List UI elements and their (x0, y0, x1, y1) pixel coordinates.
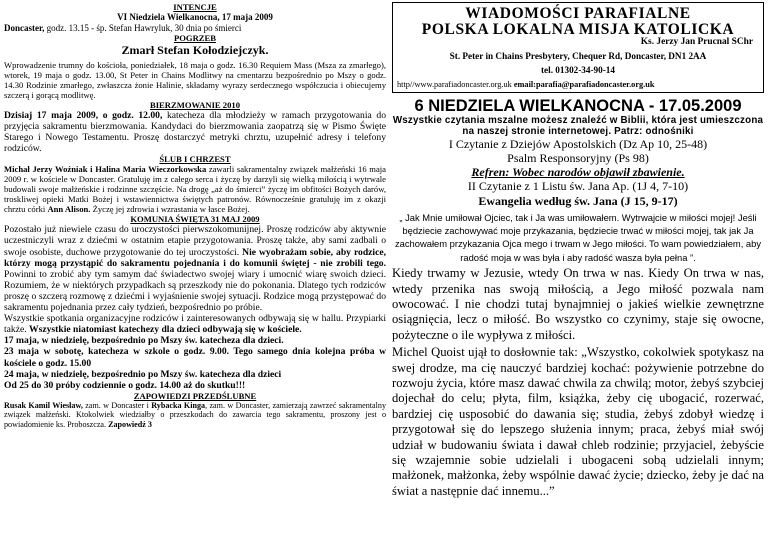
bierzmowanie-section (4, 100, 386, 154)
slub-couple: Michał Jerzy Woźniak i Halina Maria Wieczorkowska (4, 164, 207, 175)
pogrzeb-section (4, 33, 386, 100)
intencje-section (4, 2, 386, 33)
parish-address: St. Peter in Chains Presbytery, Chequer Rd, Doncaster, DN1 2AA (449, 51, 707, 61)
zapowiedzi-bride: Rybacka Kinga (151, 400, 206, 410)
bierzmowanie-body: katecheza dla młodzieży w ramach przygotowania do przyjęcia sakramentu bierzmowania. Kandydaci do bierzmowania zaopatrzą się w Pismo Święte Starego i Nowego Testamentu. Proszę dostarczyć metryki chrztu, uzupełnić adresy i telefony rodziców. (4, 110, 386, 155)
parish-header-box (392, 2, 764, 93)
bible-note: Wszystkie czytania mszalne możesz znaleźć w Biblii, która jest umieszczona na naszej stronie internetowej. Patrz: odnośniki (392, 115, 764, 137)
zapowiedzi-body1: zam. w Doncaster i (82, 400, 152, 410)
slub-heading: ŚLUB I CHRZEST (159, 154, 231, 165)
right-column (392, 2, 764, 541)
mission-title: POLSKA LOKALNA MISJA KATOLICKA (421, 20, 735, 38)
komunia-meetings (4, 313, 386, 335)
pogrzeb-heading: POGRZEB (173, 33, 217, 43)
zapowiedzi-section (4, 391, 386, 429)
komunia-emphasis2: Wszystkie niatomiast katechezy dla dzieci odbywają się w kościele. (29, 324, 302, 336)
intencje-mass-detail: godz. 13.15 - śp. Stefan Hawryluk, 30 dnia po śmierci (44, 22, 242, 33)
bierzmowanie-heading: BIERZMOWANIE 2010 (149, 100, 240, 110)
priest-name: Ks. Jerzy Jan Prucnal SChr (640, 37, 753, 47)
zapowiedzi-heading: ZAPOWIEDZI PRZEDŚLUBNE (133, 390, 257, 401)
slub-section (4, 154, 386, 214)
bierzmowanie-text (4, 110, 386, 154)
komunia-schedule-4: Od 25 do 30 próby codziennie o godz. 14.00 aż do skutku!!! (4, 379, 246, 391)
komunia-section (4, 214, 386, 390)
komunia-body3: Wszystkie spotkania organizacyjne rodziców i zainteresowanych odbywają się w hallu. Przypiarki także. (4, 313, 386, 336)
reflection-paragraph-2: Michel Quoist ujął to dosłownie tak: „Wszystko, cokolwiek spotykasz na swej drodze, ma cię nauczyć bardziej kochać: pożywienie potrzebne do rozwoju życia, które masz dawać chwila za chwilą; motor, żebyś szybciej dojechał do celu; płyta, film, książka, żeby cię ubogacić, rozerwać, bardziej cię usposobić do dawania się; studia, żebyś zdobył wiedzę i przygotował się do lepszego służenia innym; praca, żebyś miał swój udział w budowaniu świata i dawał chleb rodzinie; przyjaciel, żebyście się wzajemnie sobie udzielali i ubogaceni sobą udzielali innym; małżonek, małżonka, żeby wspólnie dawać życie; dziecko, żeby je dać na świat a następnie dać innemu...” (392, 345, 764, 498)
bierzmowanie-date: Dzisiaj 17 maja 2009, o godz. 12.00, (4, 110, 163, 121)
intencje-mass (4, 23, 386, 34)
intencje-heading: INTENCJE (173, 2, 217, 12)
komunia-body1: Pozostało już niewiele czasu do uroczystości pierwszokomunijnej. Proszę rodziców aby aktywnie uczestniczyli wraz z dziećmi w ostatnim etapie przygotowania. Proszę także, aby sami zadbali o swoje osobiste, duchowe przygotowanie do tej uroczystości. (4, 224, 386, 258)
reflection-paragraph-1: Kiedy trwamy w Jezusie, wtedy On trwa w nas. Kiedy On trwa w nas, wtedy przenika nas swoją miłością, a Jego miłość pozwala nam owocować. I nie chodzi tutaj bynajmniej o jakieś wielkie zewnętrzne osiągnięcia, lecz o miłość. Bo wszystko co czynimy, staje się owocne, pożyteczne o ile wypływa z miłości. (392, 266, 764, 342)
parish-email-link[interactable]: parafia@parafiadoncaster.org.uk (535, 80, 655, 89)
gospel-quote: „ Jak Mnie umiłował Ojciec, tak i Ja was umiłowałem. Wytrwajcie w miłości mojej! Jeśli będziecie zachowywać moje przykazania, będziecie trwać w miłości mojej, tak jak Ja zachowałem przykazania Ojca mego i trwam w Jego miłości. To wam powiedziałem, aby radość moja w was była i aby radość wasza była pełna ”. (394, 211, 762, 263)
zapowiedzi-body2: , zam. w Doncaster, zamierzają zawrzeć sakramentalny związek małżeński. Ktokolwiek wiedziałby o przeszkodach do zawarcia tego sakramentu, proszony jest o powiadomienie ks. Proboszcza. (4, 400, 386, 429)
slub-text (4, 164, 386, 214)
sunday-title: 6 NIEDZIELA WIELKANOCNA - 17.05.2009 (414, 97, 742, 115)
komunia-body2: Powinni to zrobić aby tym samym dać świadectwo swojej wiary i umocnić wiarę swoich dzieci. Rozumiem, że w niektórych przypadkach są przeszkody nie do pokonania. Dlatego tych rodziców proszę o szczerą rozmowę z dziećmi i wyjaśnienie swojej sytuacji. Rodzice mogą przystępować do sakramentu pojednania przez cały tydzień, bezpośrednio po próbie. (4, 268, 386, 314)
pogrzeb-name: Zmarł Stefan Kołodziejczyk. (121, 43, 269, 57)
slub-child: Ann Alison. (47, 204, 91, 215)
intencje-mass-label: Doncaster, (4, 22, 45, 33)
reading-2: II Czytanie z 1 Listu św. Jana Ap. (1J 4, 7-10) (467, 179, 689, 193)
slub-body2: Życzę jej zdrowia i wzrastania w łasce Bożej. (90, 204, 250, 215)
psalm-refrain: Refren: Wobec narodów objawił zbawienie. (471, 165, 685, 179)
left-column (4, 2, 386, 541)
komunia-schedule-2: 23 maja w sobotę, katecheza w szkole o godz. 9.00. Tego samego dnia kolejna próba w kościele o godz. 15.00 (4, 346, 386, 369)
komunia-heading: KOMUNIA ŚWIĘTA 31 MAJ 2009 (130, 214, 260, 225)
intencje-date: VI Niedziela Wielkanocna, 17 maja 2009 (117, 12, 273, 22)
slub-body1: zawarli sakramentalny związek małżeński 16 maja 2009 r. w kościele w Doncaster. Gratuluję im z całego serca i życzę by darzyli się wielką miłością i wytrwale budowali swoje małżeńskie i rodzinne szczęście. Na drogę „aż do śmierci” życzę im obfitości Bożych darów, troskliwej opieki Matki Bożej i wstawiennictwa świętych patronów. Równocześnie gratuluję im z okazji chrztu córki (4, 164, 386, 215)
parish-contact-line (397, 80, 759, 90)
email-label: email: (511, 80, 536, 89)
psalm: Psalm Responsoryjny (Ps 98) (507, 151, 649, 165)
gospel-heading: Ewangelia według św. Jana (J 15, 9-17) (478, 194, 678, 208)
zapowiedzi-groom: Rusak Kamil Wiesław, (4, 400, 83, 410)
bulletin-title: WIADOMOŚCI PARAFIALNE (465, 5, 691, 22)
komunia-emphasis: Nie wyobrażam sobie, aby rodzice, którzy mogą przystąpić do sakramentu pojednania i do komunii świętej - nie zrobili tego. (4, 246, 386, 269)
komunia-text (4, 224, 386, 313)
parish-phone: tel. 01302-34-90-14 (541, 65, 615, 75)
reading-1: I Czytanie z Dziejów Apostolskich (Dz Ap 10, 25-48) (448, 137, 708, 151)
parish-website-link[interactable]: http//www.parafiadoncaster.org.uk (397, 80, 512, 89)
zapowiedzi-number: Zapowiedź 3 (108, 419, 152, 429)
pogrzeb-text: Wprowadzenie trumny do kościoła, poniedziałek, 18 maja o godz. 16.30 Requiem Mass (Msza za zmarłego), wtorek, 19 maja o godz. 13.00, St Peter in Chains Modlitwy na cmentarzu bezpośrednio po Mszy o godz. 14.30 Rodzinie zmarłego, zwłaszcza żonie Halinie, składamy wyrazy serdecznego współczucia i obiecujemy szczerą i gorącą modlitwę. (4, 60, 386, 100)
komunia-schedule-3: 24 maja, w niedzielę, bezpośrednio po Mszy św. katecheza dla dzieci (4, 368, 282, 380)
komunia-schedule-1: 17 maja, w niedzielę, bezpośrednio po Mszy św. katecheza dla dzieci. (4, 335, 284, 347)
zapowiedzi-text (4, 401, 386, 429)
